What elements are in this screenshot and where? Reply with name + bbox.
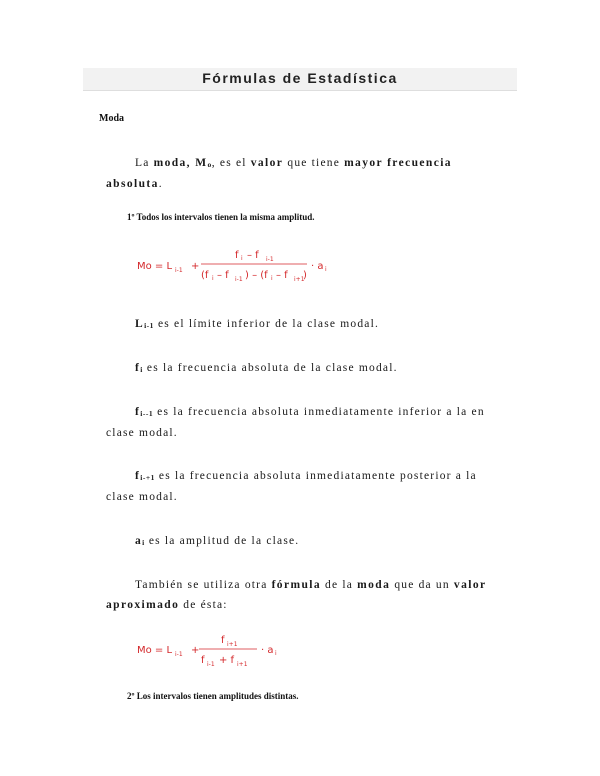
approx-bold-formula: fórmula (271, 579, 321, 591)
definition-symbol: f (135, 362, 141, 374)
title-bar (83, 68, 517, 91)
formula1-lhs: Mo = L (137, 261, 173, 272)
intro-bold-moda-sub: o (207, 160, 212, 169)
formula2-plus: + (191, 645, 200, 656)
formula1-den-sub3: i (271, 275, 273, 282)
formula1-den-mid: ) – (f (245, 270, 268, 281)
formula1-den-sub4: i+1 (294, 276, 305, 283)
formula1-den-end: ) (303, 270, 307, 281)
intro-bold-frecuencia: mayor frecuencia absoluta (106, 157, 452, 190)
approx-text-1: También se utiliza otra (135, 579, 272, 591)
formula2-numerator-f: f (221, 635, 225, 646)
formula2-den-sub1: i-1 (207, 661, 215, 668)
mode-formula-equal-width (135, 244, 365, 286)
formula2-den-f: f (201, 655, 205, 666)
definition-text: es la frecuencia absoluta inmediatamente inferior a la en clase modal. (106, 406, 485, 439)
definition-symbol: L (135, 318, 145, 330)
case-1-heading: 1º Todos los intervalos tienen la misma amplitud. (127, 212, 315, 222)
definition-symbol: a (135, 535, 143, 547)
formula2-lhs-sub: i-1 (175, 651, 183, 658)
formula1-numerator-f: f (235, 250, 239, 261)
case-2-heading: 2º Los intervalos tienen amplitudes distintas. (127, 691, 299, 701)
formula1-den-sub2: i-1 (235, 276, 243, 283)
formula1-tail: · a (311, 261, 324, 272)
definition-text: es la frecuencia absoluta inmediatamente posterior a la clase modal. (106, 470, 477, 503)
approx-paragraph (106, 575, 496, 615)
definition-symbol-sub: i--1 (140, 409, 154, 418)
intro-text-3: que tiene (283, 157, 345, 169)
definition-item (106, 358, 496, 379)
definition-symbol-sub: i-1 (144, 321, 154, 330)
formula2-den-plus: + f (219, 655, 235, 666)
page-title: Fórmulas de Estadística (202, 70, 398, 86)
mode-formula-approx (135, 632, 285, 672)
approx-text-3: que da un (390, 579, 454, 591)
definition-symbol: f (135, 470, 141, 482)
intro-bold-moda: moda, M (153, 157, 208, 169)
formula1-den-part1: (f (201, 270, 209, 281)
definition-item (106, 466, 496, 507)
definition-item (106, 531, 496, 552)
formula1-den-minus2: – f (276, 270, 288, 281)
formula1-numerator-sub: i (241, 255, 243, 262)
formula2-tail: · a (261, 645, 274, 656)
intro-text-4: . (158, 178, 163, 190)
formula2-den-sub2: i+1 (237, 661, 248, 668)
formula1-plus: + (191, 261, 200, 272)
approx-text-2: de la (320, 579, 358, 591)
section-title: Moda (99, 113, 124, 124)
definition-symbol-sub: i-+1 (140, 473, 155, 482)
formula1-tail-sub: i (325, 266, 327, 273)
definition-text: es la frecuencia absoluta de la clase modal. (142, 362, 398, 374)
intro-bold-valor: valor (250, 157, 284, 169)
definition-text: es la amplitud de la clase. (144, 535, 300, 547)
definition-symbol-sub: i (142, 538, 145, 547)
definition-symbol: f (135, 406, 141, 418)
formula1-numerator-minus: – f (247, 250, 259, 261)
definition-item (106, 402, 496, 443)
formula2-tail-sub: i (275, 650, 277, 657)
formula2-lhs: Mo = L (137, 645, 173, 656)
formula1-den-sub1: i (212, 275, 214, 282)
intro-text-2: , es el (211, 157, 251, 169)
approx-bold-moda: moda (357, 579, 391, 591)
approx-text-4: de ésta: (179, 599, 228, 611)
approx-bold-valor: valor aproximado (106, 579, 487, 611)
formula2-numerator-sub: i+1 (227, 641, 238, 648)
formula1-numerator-sub2: i-1 (266, 256, 274, 263)
intro-text-1: La (135, 157, 154, 169)
formula1-lhs-sub: i-1 (175, 267, 183, 274)
definition-symbol-sub: i (140, 365, 143, 374)
formula1-den-minus1: – f (217, 270, 229, 281)
definition-item (106, 314, 496, 335)
intro-paragraph (106, 153, 496, 194)
definition-text: es el límite inferior de la clase modal. (153, 318, 380, 330)
